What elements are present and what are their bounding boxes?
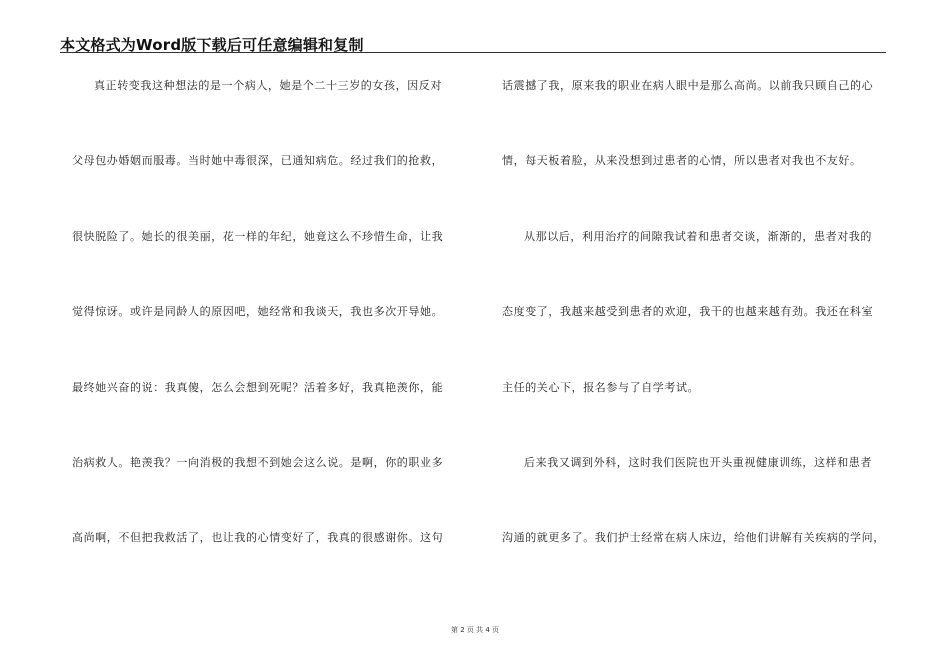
paragraph-line: 后来我又调到外科，这时我们医院也开头重视健康训练，这样和患者 xyxy=(524,455,872,469)
paragraph-line: 治病救人。艳羡我？一向消极的我想不到她会这么说。是啊，你的职业多 xyxy=(72,455,444,469)
right-column xyxy=(502,77,890,605)
page-header-title: 本文格式为Word版下载后可任意编辑和复制 xyxy=(60,36,364,54)
paragraph-line: 沟通的就更多了。我们护士经常在病人床边，给他们讲解有关疾病的学问， xyxy=(502,531,885,545)
paragraph-line: 最终她兴奋的说：我真傻，怎么会想到死呢？活着多好，我真艳羡你，能 xyxy=(72,380,444,394)
paragraph-line: 情，每天板着脸，从来没想到过患者的心情，所以患者对我也不友好。 xyxy=(502,154,862,168)
paragraph-line: 高尚啊，不但把我救活了，也让我的心情变好了，我真的很感谢你。这句 xyxy=(72,531,444,545)
page-number: 第 2 页 共 4 页 xyxy=(450,626,500,634)
paragraph-line: 话震撼了我，原来我的职业在病人眼中是那么高尚。以前我只顾自己的心 xyxy=(502,79,874,92)
paragraph-line: 觉得惊讶。或许是同龄人的原因吧，她经常和我谈天，我也多次开导她。 xyxy=(72,305,444,319)
paragraph-line: 真正转变我这种想法的是一个病人，她是个二十三岁的女孩，因反对 xyxy=(94,79,442,92)
paragraph-line: 父母包办婚姻而服毒。当时她中毒很深，已通知病危。经过我们的抢救， xyxy=(72,154,444,168)
header-divider xyxy=(60,52,886,53)
paragraph-line: 很快脱险了。她长的很美丽，花一样的年纪，她竟这么不珍惜生命，让我 xyxy=(72,229,444,243)
paragraph-line: 主任的关心下，报名参与了自学考试。 xyxy=(502,380,700,394)
left-column xyxy=(72,77,460,605)
paragraph-line: 态度变了，我越来越受到患者的欢迎，我干的也越来越有劲。我还在科室 xyxy=(502,305,874,319)
paragraph-line: 从那以后，利用治疗的间隙我试着和患者交谈，渐渐的，患者对我的 xyxy=(524,229,872,243)
